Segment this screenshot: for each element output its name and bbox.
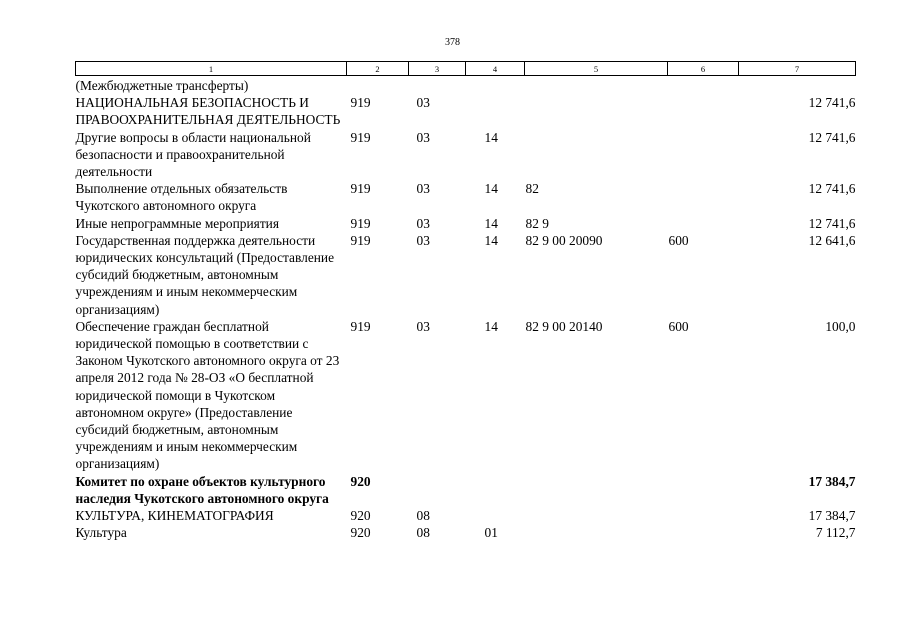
row-name: Другие вопросы в области национальной безопасности и правоохранительной деятельности xyxy=(75,129,311,180)
row-target-article xyxy=(525,76,668,95)
row-expense-type xyxy=(668,215,739,232)
row-amount: 12 741,6 xyxy=(808,181,856,197)
row-name: Обеспечение граждан бесплатной юридической помощью в соответствии с Законом Чукотского автономного округа от 23 апреля 2012 года № 28-ОЗ «О бесплатной юридической помощи в Чукотском автономном округе» (Предоставление субсидий бюджетным, автономным учреждениям и иным некоммерческим организациям) xyxy=(75,318,340,472)
header-col-3: 3 xyxy=(409,62,466,76)
row-target-article: 82 xyxy=(525,181,539,197)
row-target-article xyxy=(525,473,668,507)
column-number-header xyxy=(76,62,856,76)
row-name: КУЛЬТУРА, КИНЕМАТОГРАФИЯ xyxy=(75,508,274,524)
row-ministry-code: 919 xyxy=(350,181,371,197)
row-target-article xyxy=(525,507,668,524)
row-amount: 100,0 xyxy=(825,318,856,334)
row-target-article xyxy=(525,524,668,541)
row-subsection-code: 14 xyxy=(484,318,498,334)
row-target-article: 82 9 00 20140 xyxy=(525,318,603,334)
row-section-code: 08 xyxy=(416,508,430,524)
row-section-code: 08 xyxy=(416,525,430,541)
row-target-article: 82 9 00 20090 xyxy=(525,232,603,248)
row-ministry-code: 919 xyxy=(350,215,371,231)
row-name: Иные непрограммные мероприятия xyxy=(75,215,279,231)
row-expense-type: 600 xyxy=(668,318,689,334)
row-amount: 17 384,7 xyxy=(808,508,856,524)
table-row xyxy=(76,232,856,318)
row-expense-type xyxy=(668,507,739,524)
row-name: НАЦИОНАЛЬНАЯ БЕЗОПАСНОСТЬ И ПРАВООХРАНИТЕЛЬНАЯ ДЕЯТЕЛЬНОСТЬ xyxy=(75,95,341,128)
row-name: Выполнение отдельных обязательств Чукотского автономного округа xyxy=(75,181,288,214)
row-expense-type xyxy=(668,473,739,507)
row-ministry-code: 920 xyxy=(350,508,371,524)
header-col-4: 4 xyxy=(466,62,525,76)
header-col-7: 7 xyxy=(739,62,856,76)
row-amount: 12 741,6 xyxy=(808,129,856,145)
header-col-2: 2 xyxy=(347,62,409,76)
row-ministry-code: 919 xyxy=(350,232,371,248)
page-number: 378 xyxy=(445,37,460,48)
row-amount: 12 741,6 xyxy=(808,215,856,231)
row-section-code: 03 xyxy=(416,129,430,145)
table-body xyxy=(76,76,856,542)
row-subsection-code: 01 xyxy=(484,525,498,541)
row-subsection-code: 14 xyxy=(484,129,498,145)
row-expense-type xyxy=(668,524,739,541)
row-ministry-code xyxy=(347,76,409,95)
table-row xyxy=(76,94,856,128)
row-expense-type xyxy=(668,180,739,214)
row-name: (Межбюджетные трансферты) xyxy=(75,78,249,93)
row-name: Культура xyxy=(75,525,127,541)
row-name: Государственная поддержка деятельности юридических консультаций (Предоставление субсидий бюджетным, автономным учреждениям и иным некоммерческим организациям) xyxy=(75,232,335,317)
row-target-article xyxy=(525,129,668,181)
table-row xyxy=(76,76,856,95)
budget-table xyxy=(75,61,856,541)
row-subsection-code: 14 xyxy=(484,181,498,197)
row-amount: 12 641,6 xyxy=(808,232,856,248)
header-col-6: 6 xyxy=(668,62,739,76)
row-ministry-code: 919 xyxy=(350,318,371,334)
table-row xyxy=(76,129,856,181)
table-row xyxy=(76,507,856,524)
row-section-code: 03 xyxy=(416,318,430,334)
row-subsection-code xyxy=(466,473,525,507)
row-ministry-code: 920 xyxy=(350,525,371,541)
row-section-code: 03 xyxy=(416,232,430,248)
row-amount: 7 112,7 xyxy=(815,525,856,541)
row-expense-type xyxy=(668,129,739,181)
row-target-article xyxy=(525,94,668,128)
row-section-code xyxy=(409,473,466,507)
row-section-code: 03 xyxy=(416,215,430,231)
row-amount: 12 741,6 xyxy=(808,95,856,111)
row-expense-type: 600 xyxy=(668,232,689,248)
row-ministry-code: 919 xyxy=(350,95,371,111)
row-amount xyxy=(739,76,856,95)
table-row xyxy=(76,524,856,541)
row-subsection-code xyxy=(466,507,525,524)
table-row xyxy=(76,473,856,507)
table-row xyxy=(76,318,856,473)
row-name: Комитет по охране объектов культурного наследия Чукотского автономного округа xyxy=(75,473,329,506)
table-row xyxy=(76,180,856,214)
table-row xyxy=(76,215,856,232)
row-subsection-code: 14 xyxy=(484,215,498,231)
row-expense-type xyxy=(668,76,739,95)
row-ministry-code: 919 xyxy=(350,129,371,145)
row-section-code: 03 xyxy=(416,95,430,111)
row-section-code xyxy=(409,76,466,95)
row-expense-type xyxy=(668,94,739,128)
row-subsection-code xyxy=(466,94,525,128)
row-target-article: 82 9 xyxy=(525,215,549,231)
row-subsection-code: 14 xyxy=(484,232,498,248)
header-col-1: 1 xyxy=(76,62,347,76)
row-subsection-code xyxy=(466,76,525,95)
row-ministry-code: 920 xyxy=(350,473,371,489)
header-col-5: 5 xyxy=(525,62,668,76)
row-amount: 17 384,7 xyxy=(808,473,856,489)
row-section-code: 03 xyxy=(416,181,430,197)
